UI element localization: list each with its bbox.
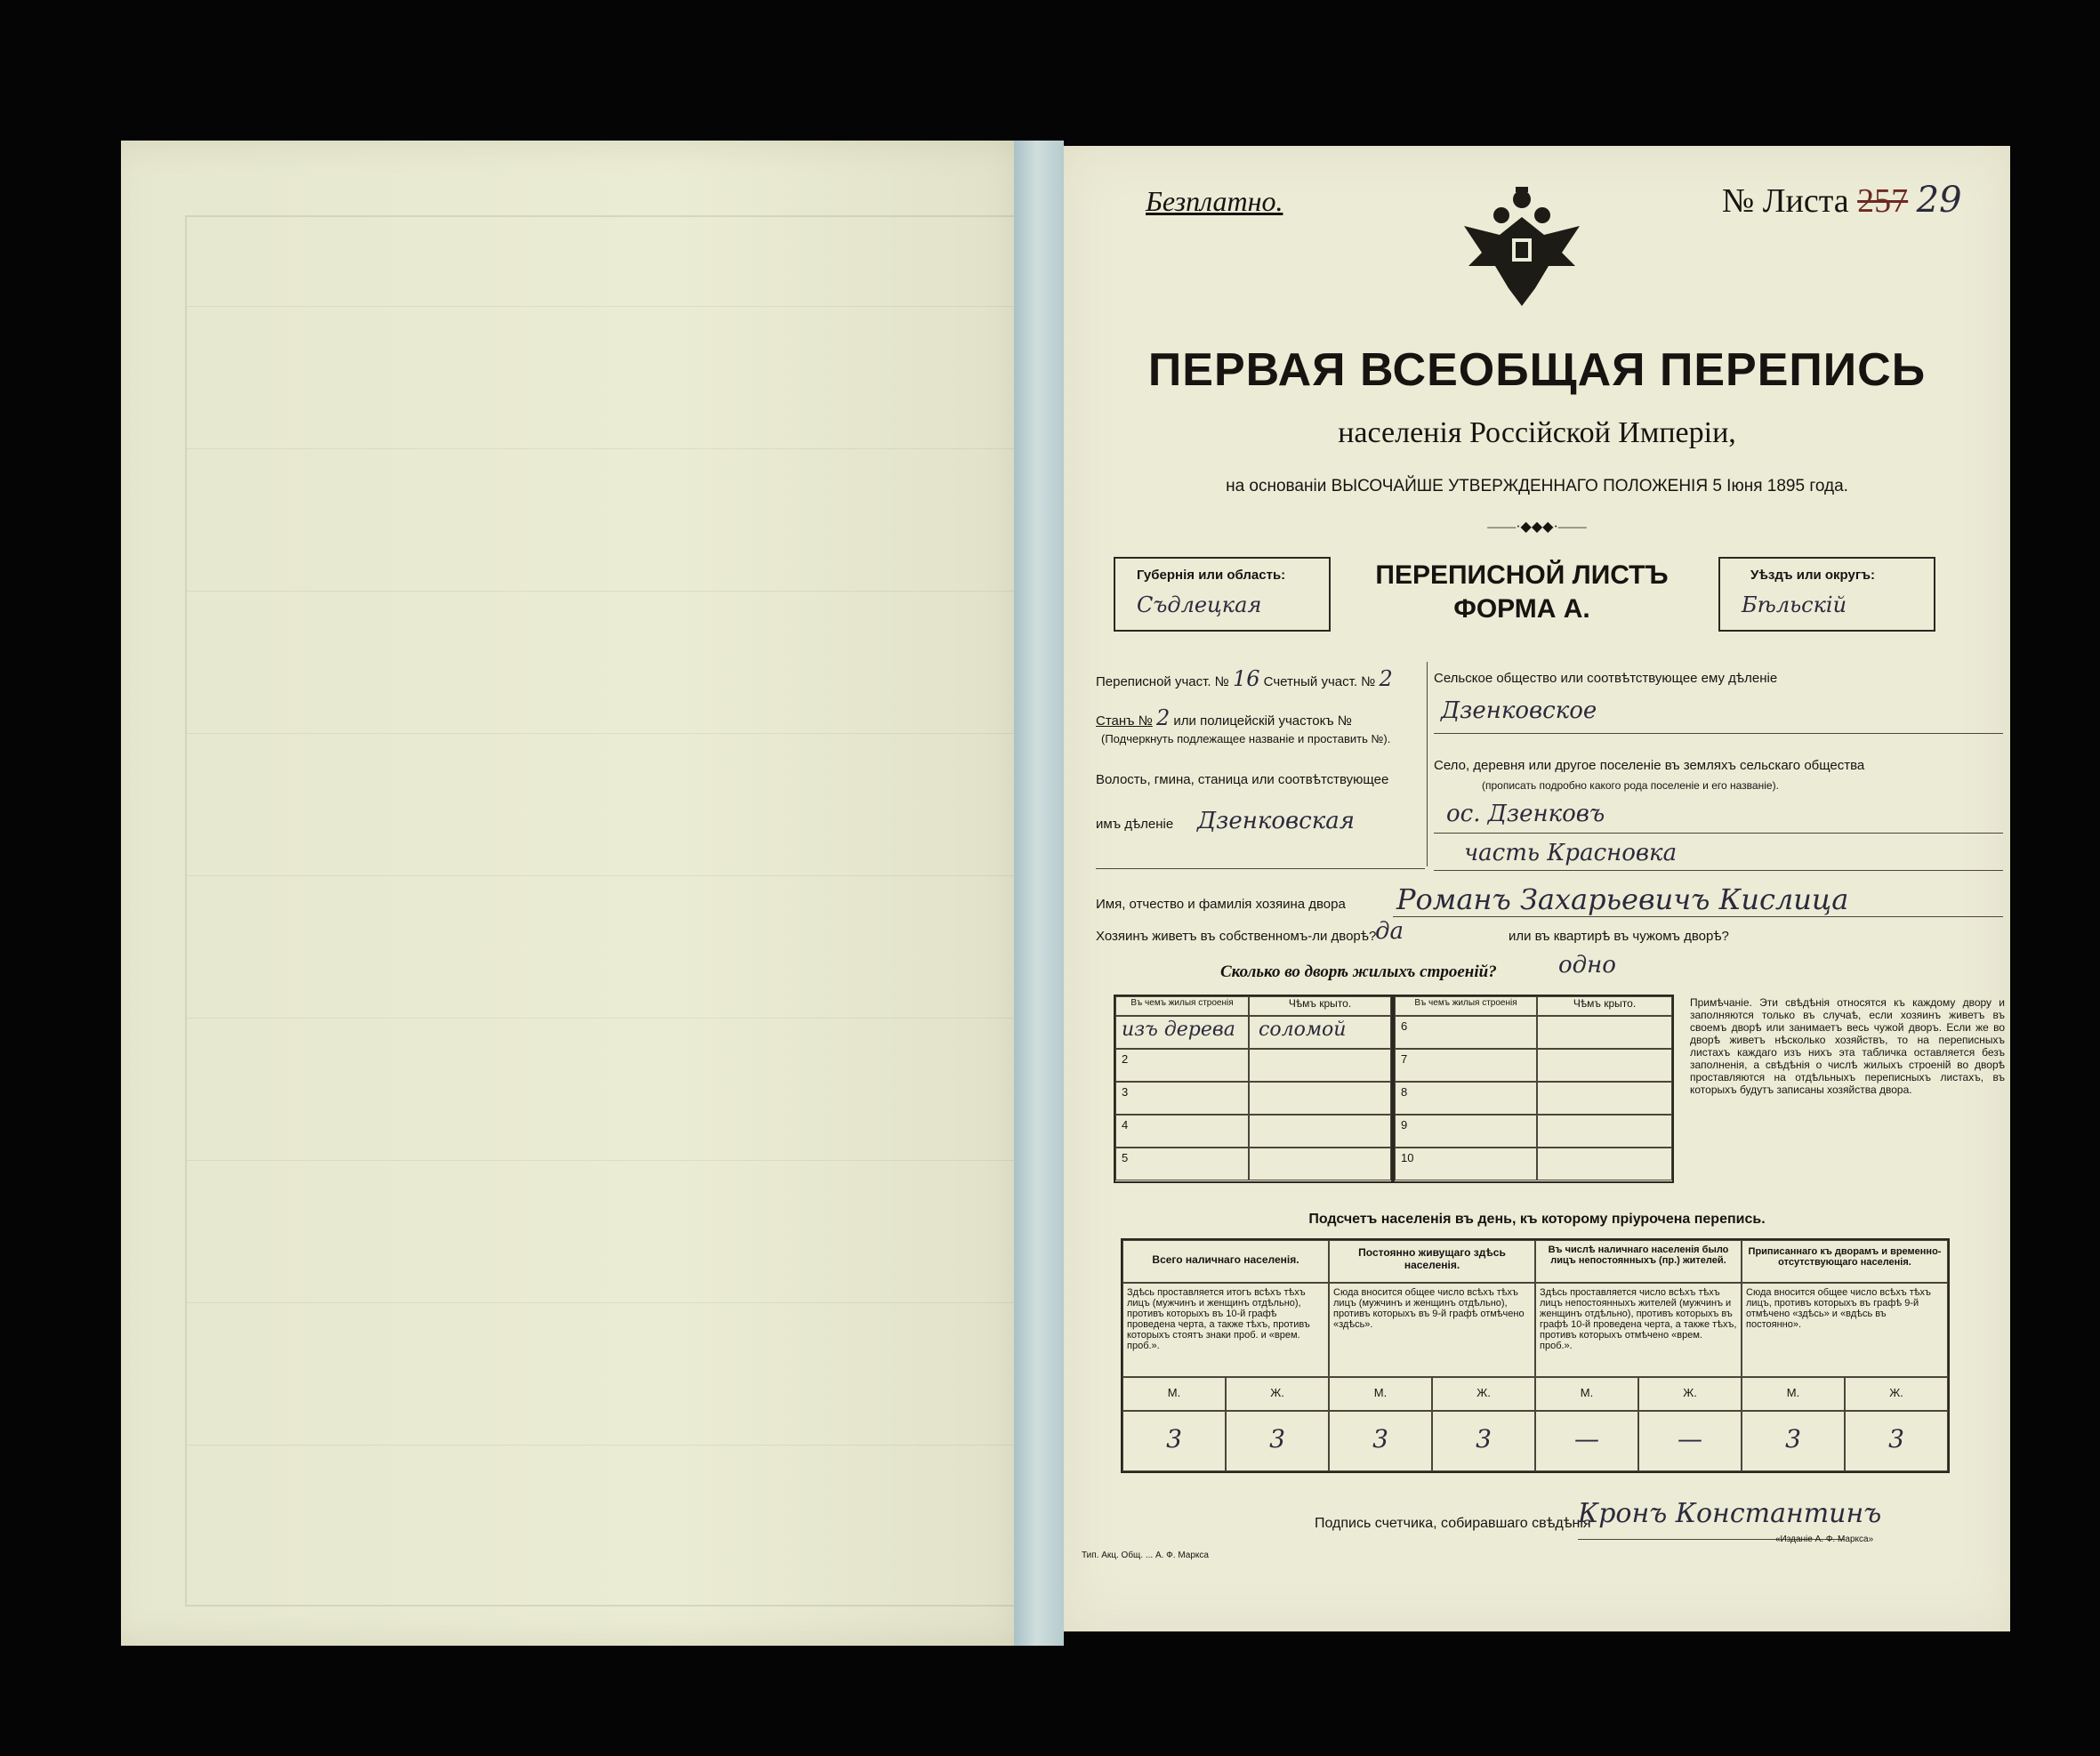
owner-value: Романъ Захарьевичъ Кислица xyxy=(1396,882,1849,916)
pop-zh-label: Ж. xyxy=(1432,1377,1535,1411)
building-roof-cell xyxy=(1249,1016,1391,1049)
perepisnoy-field xyxy=(1096,666,1393,691)
col-what-header: Въ чемъ жилыя строенія xyxy=(1115,996,1249,1016)
left-page-ghost-grid xyxy=(185,215,1025,1607)
printer-left: Тип. Акц. Общ. ... А. Ф. Маркса xyxy=(1082,1551,1209,1560)
pop-value-absent-m: 3 xyxy=(1742,1411,1845,1471)
pop-desc-2: Сюда вносится общее число всѣхъ тѣхъ лицъ (мужчинъ и женщинъ отдѣльно), противъ которыхъ въ 9-й графѣ отмѣчено «здѣсь». xyxy=(1329,1283,1535,1377)
building-row: 8 xyxy=(1395,1082,1537,1115)
census-basis: на основаніи ВЫСОЧАЙШЕ УТВЕРЖДЕННАГО ПОЛОЖЕНІЯ 5 Іюня 1895 года. xyxy=(1226,477,1848,495)
buildings-note: Примѣчаніе. Эти свѣдѣнія относятся къ каждому двору и заполняются только въ случаѣ, если хозяинъ живетъ въ своемъ дворѣ или занимаетъ весь чужой дворъ. Если же во дворѣ живетъ нѣсколько хозяйствъ, то на переписныхъ листахъ каждаго изъ нихъ эта табличка оставляется безъ заполненія, а свѣдѣнія о числѣ жилыхъ строеній во дворѣ проставляются на отдѣльныхъ переписныхъ листахъ, въ которыхъ будутъ записаны хозяйства двора. xyxy=(1690,996,2005,1096)
pop-value-total-m: 3 xyxy=(1122,1411,1226,1471)
sheet-number-crossed: 257 xyxy=(1857,182,1909,220)
census-form-page xyxy=(1064,146,2010,1631)
buildings-value: одно xyxy=(1558,952,1616,979)
population-table xyxy=(1121,1238,1950,1473)
imperial-eagle-emblem xyxy=(1455,181,1589,315)
sheet-number-handwritten: 29 xyxy=(1916,180,1962,221)
form-title: ПЕРЕПИСНОЙ ЛИСТЪ xyxy=(1375,560,1669,590)
signature-value: Кронъ Константинъ xyxy=(1578,1498,1882,1529)
uezd-label: Уѣздъ или округъ: xyxy=(1750,568,1876,583)
police-label: или полицейскій участокъ № xyxy=(1173,713,1352,729)
col-roof-header: Чѣмъ крыто. xyxy=(1249,996,1391,1016)
building-row: 3 xyxy=(1115,1082,1249,1115)
pop-desc-3: Здѣсь проставляется число всѣхъ тѣхъ лицъ непостоянныхъ жителей (мужчинъ и женщинъ отдѣльно), противъ которыхъ въ графѣ 10-й проведена черта, а также тѣхъ, противъ которыхъ отмѣчено «врем. проб.». xyxy=(1535,1283,1742,1377)
col-what-header-2: Въ чемъ жилыя строенія xyxy=(1395,996,1537,1016)
apartment-label: или въ квартирѣ въ чужомъ дворѣ? xyxy=(1509,929,1729,944)
pop-header-4: Приписаннаго къ дворамъ и временно-отсутствующаго населенія. xyxy=(1742,1240,1948,1283)
pop-header-3: Въ числѣ наличнаго населенія было лицъ непостоянныхъ (пр.) жителей. xyxy=(1535,1240,1742,1283)
pop-value-permanent-zh: 3 xyxy=(1432,1411,1535,1471)
population-caption: Подсчетъ населенія въ день, къ которому пріурочена перепись. xyxy=(1308,1212,1766,1227)
pop-value-temporary-m: — xyxy=(1535,1411,1638,1471)
title-ornament: ——·◆◆◆·—— xyxy=(1487,520,1587,535)
perepisnoy-label: Переписной участ. № xyxy=(1096,674,1229,689)
form-name: ФОРМА А. xyxy=(1453,594,1590,624)
village-value: ос. Дзенковъ xyxy=(1446,801,1605,827)
building-row: 6 xyxy=(1395,1016,1537,1049)
stan-field xyxy=(1096,705,1352,730)
pop-value-absent-zh: 3 xyxy=(1845,1411,1948,1471)
own-yard-value: да xyxy=(1375,918,1404,945)
gubernia-label: Губернія или область: xyxy=(1137,568,1286,583)
volost-value: Дзенковская xyxy=(1197,808,1355,834)
gubernia-value: Съдлецкая xyxy=(1137,592,1262,617)
buildings-table xyxy=(1114,995,1674,1183)
pop-zh-label: Ж. xyxy=(1638,1377,1742,1411)
stan-value: 2 xyxy=(1155,705,1171,730)
underline-note: (Подчеркнуть подлежащее названіе и проставить №). xyxy=(1101,732,1391,745)
village-label: Село, деревня или другое поселеніе въ земляхъ сельскаго общества xyxy=(1434,758,1865,773)
pop-zh-label: Ж. xyxy=(1226,1377,1329,1411)
buildings-label: Сколько во дворѣ жилыхъ строеній? xyxy=(1220,963,1497,981)
book-spine xyxy=(1014,141,1064,1646)
pop-value-total-zh: 3 xyxy=(1226,1411,1329,1471)
own-yard-label: Хозяинъ живетъ въ собственномъ-ли дворѣ? xyxy=(1096,929,1377,944)
village-part-value: часть Красновка xyxy=(1464,840,1678,866)
stan-label: Станъ № xyxy=(1096,713,1153,729)
building-roof-1: соломой xyxy=(1259,1019,1347,1041)
pop-desc-1: Здѣсь проставляется итогъ всѣхъ тѣхъ лицъ (мужчинъ и женщинъ отдѣльно), противъ которыхъ въ 10-й графѣ проведена черта, а также тѣхъ, противъ которыхъ стоятъ знаки проб. и «врем. проб.». xyxy=(1122,1283,1329,1377)
village-note: (прописать подробно какого рода поселеніе и его названіе). xyxy=(1482,779,1779,792)
volost-label-2: имъ дѣленіе xyxy=(1096,817,1174,832)
col-roof-header-2: Чѣмъ крыто. xyxy=(1537,996,1672,1016)
building-row: 10 xyxy=(1395,1148,1537,1180)
printer-right: «Изданіе А. Ф. Маркса» xyxy=(1775,1534,1874,1544)
sheet-label: № Листа xyxy=(1722,182,1849,220)
pop-zh-label: Ж. xyxy=(1845,1377,1948,1411)
pop-m-label: М. xyxy=(1742,1377,1845,1411)
pop-value-permanent-m: 3 xyxy=(1329,1411,1432,1471)
gubernia-box xyxy=(1114,557,1331,632)
census-subtitle: населенія Россійской Имперіи, xyxy=(1338,416,1736,449)
left-blank-page xyxy=(121,141,1037,1646)
pop-desc-4: Сюда вносится общее число всѣхъ тѣхъ лицъ, противъ которыхъ въ графѣ 9-й отмѣчено «здѣсь» и «вдѣсь въ постоянно». xyxy=(1742,1283,1948,1377)
building-row: 7 xyxy=(1395,1049,1537,1082)
pop-m-label: М. xyxy=(1122,1377,1226,1411)
pop-m-label: М. xyxy=(1535,1377,1638,1411)
free-label: Безплатно. xyxy=(1146,185,1283,217)
building-row: 5 xyxy=(1115,1148,1249,1180)
signature-label: Подпись счетчика, собиравшаго свѣдѣнія xyxy=(1315,1516,1591,1531)
sheet-number-label xyxy=(1722,180,1962,221)
schetny-label: Счетный участ. № xyxy=(1263,674,1376,689)
uezd-value: Бѣльскій xyxy=(1742,592,1847,617)
building-what-1: изъ дерева xyxy=(1122,1019,1235,1041)
pop-m-label: М. xyxy=(1329,1377,1432,1411)
society-label: Сельское общество или соотвѣтствующее ему дѣленіе xyxy=(1434,671,1778,686)
uezd-box xyxy=(1718,557,1935,632)
society-value: Дзенковское xyxy=(1441,697,1597,724)
schetny-value: 2 xyxy=(1379,666,1393,691)
census-title: ПЕРВАЯ ВСЕОБЩАЯ ПЕРЕПИСЬ xyxy=(1147,344,1927,396)
pop-header-2: Постоянно живущаго здѣсь населенія. xyxy=(1329,1240,1535,1283)
building-row: 9 xyxy=(1395,1115,1537,1148)
owner-label: Имя, отчество и фамилія хозяина двора xyxy=(1096,897,1346,912)
building-row xyxy=(1115,1016,1249,1049)
pop-header-1: Всего наличнаго населенія. xyxy=(1122,1240,1329,1283)
volost-label: Волость, гмина, станица или соотвѣтствующее xyxy=(1096,772,1389,787)
pop-value-temporary-zh: — xyxy=(1638,1411,1742,1471)
building-row: 4 xyxy=(1115,1115,1249,1148)
perepisnoy-value: 16 xyxy=(1232,666,1260,691)
building-row: 2 xyxy=(1115,1049,1249,1082)
